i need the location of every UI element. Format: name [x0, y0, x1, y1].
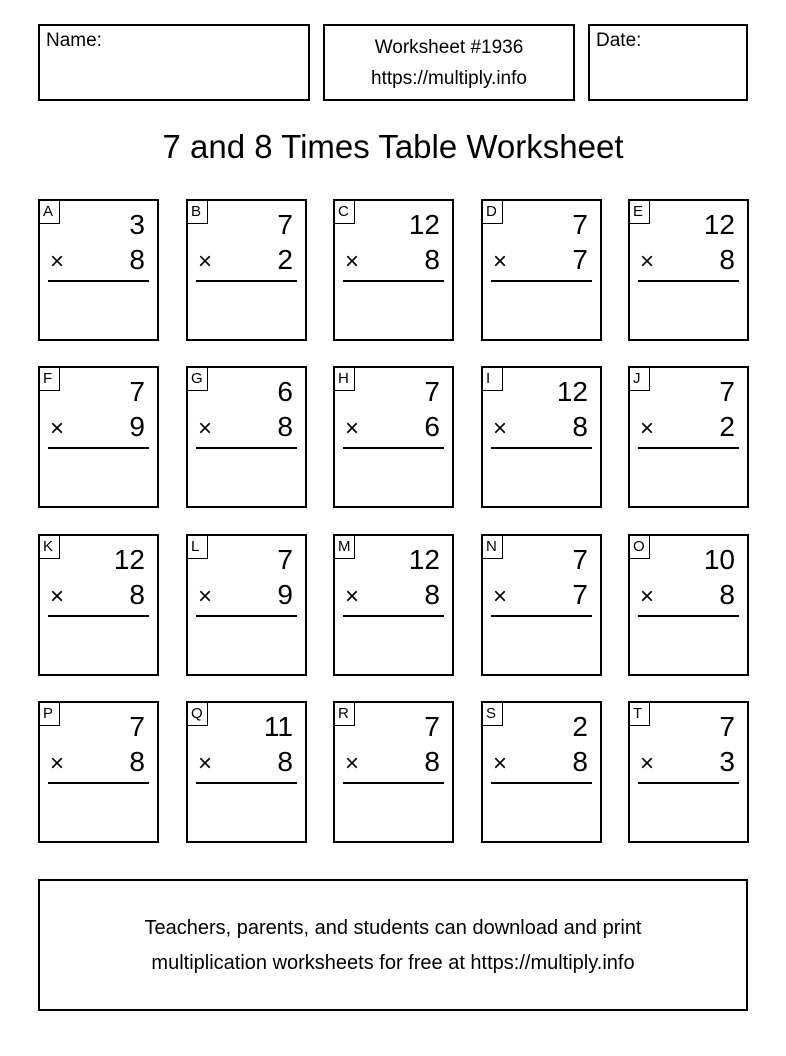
times-sign-icon: × [493, 415, 508, 442]
problem-multiplier: 8 [424, 579, 440, 610]
name-field-box[interactable] [38, 24, 310, 101]
problem-letter: O [630, 536, 650, 559]
answer-line [196, 447, 297, 449]
times-sign-icon: × [345, 583, 360, 610]
problem-multiplier: 3 [719, 746, 735, 777]
problem-box[interactable] [481, 534, 602, 676]
answer-line [638, 615, 739, 617]
problem-multiplicand: 7 [719, 711, 735, 742]
answer-line [638, 447, 739, 449]
times-sign-icon: × [345, 750, 360, 777]
times-sign-icon: × [493, 750, 508, 777]
name-label: Name: [46, 30, 102, 51]
problem-letter: A [40, 201, 60, 224]
footer-line-1: Teachers, parents, and students can download and print [144, 917, 642, 939]
problem-multiplier: 8 [277, 746, 293, 777]
problem-multiplier: 7 [572, 244, 588, 275]
problem-multiplicand: 12 [113, 544, 145, 575]
answer-line [491, 615, 592, 617]
answer-line [638, 280, 739, 282]
problem-multiplier: 2 [277, 244, 293, 275]
problem-letter: R [335, 703, 355, 726]
times-sign-icon: × [198, 248, 213, 275]
times-sign-icon: × [50, 415, 65, 442]
times-sign-icon: × [640, 248, 655, 275]
problem-letter: G [188, 368, 208, 391]
problem-multiplicand: 7 [719, 376, 735, 407]
answer-line [343, 280, 444, 282]
worksheet-number: Worksheet #1936 [374, 37, 524, 58]
worksheet-url: https://multiply.info [371, 68, 527, 89]
problem-multiplicand: 7 [424, 376, 440, 407]
problem-multiplier: 8 [277, 411, 293, 442]
problem-multiplicand: 12 [408, 209, 440, 240]
problem-box[interactable] [333, 701, 454, 843]
problem-multiplicand: 12 [703, 209, 735, 240]
problem-box[interactable] [628, 366, 749, 508]
problems-grid [38, 199, 750, 844]
problem-letter: I [483, 368, 503, 391]
times-sign-icon: × [50, 583, 65, 610]
times-sign-icon: × [640, 750, 655, 777]
worksheet-info-box [323, 24, 575, 101]
times-sign-icon: × [50, 248, 65, 275]
problem-multiplicand: 7 [129, 376, 145, 407]
footer-line-2: multiplication worksheets for free at https://multiply.info [151, 952, 635, 974]
problem-multiplicand: 2 [572, 711, 588, 742]
problem-multiplicand: 12 [408, 544, 440, 575]
problem-multiplier: 8 [424, 746, 440, 777]
times-sign-icon: × [198, 583, 213, 610]
problem-multiplier: 8 [129, 244, 145, 275]
problem-letter: B [188, 201, 208, 224]
answer-line [48, 782, 149, 784]
answer-line [48, 280, 149, 282]
answer-line [196, 280, 297, 282]
problem-multiplicand: 12 [556, 376, 588, 407]
problem-multiplicand: 3 [129, 209, 145, 240]
answer-line [343, 782, 444, 784]
problem-multiplier: 8 [719, 579, 735, 610]
problem-box[interactable] [628, 534, 749, 676]
problem-box[interactable] [186, 534, 307, 676]
problem-letter: S [483, 703, 503, 726]
problem-multiplier: 8 [572, 746, 588, 777]
problem-letter: L [188, 536, 208, 559]
problem-box[interactable] [481, 366, 602, 508]
problem-multiplicand: 7 [129, 711, 145, 742]
problem-letter: K [40, 536, 60, 559]
answer-line [491, 280, 592, 282]
footer-box [38, 879, 748, 1011]
times-sign-icon: × [345, 248, 360, 275]
problem-box[interactable] [481, 199, 602, 341]
problem-box[interactable] [38, 701, 159, 843]
times-sign-icon: × [493, 248, 508, 275]
times-sign-icon: × [50, 750, 65, 777]
problem-letter: D [483, 201, 503, 224]
problem-multiplier: 6 [424, 411, 440, 442]
problem-box[interactable] [186, 199, 307, 341]
answer-line [343, 447, 444, 449]
problem-box[interactable] [38, 199, 159, 341]
answer-line [638, 782, 739, 784]
problem-box[interactable] [628, 701, 749, 843]
problem-multiplier: 8 [572, 411, 588, 442]
problem-multiplier: 9 [129, 411, 145, 442]
problem-letter: N [483, 536, 503, 559]
problem-multiplicand: 11 [263, 711, 293, 742]
problem-letter: H [335, 368, 355, 391]
problem-box[interactable] [333, 199, 454, 341]
problem-multiplier: 8 [129, 579, 145, 610]
answer-line [343, 615, 444, 617]
answer-line [491, 447, 592, 449]
times-sign-icon: × [493, 583, 508, 610]
times-sign-icon: × [198, 750, 213, 777]
problem-multiplicand: 6 [277, 376, 293, 407]
times-sign-icon: × [640, 583, 655, 610]
page-title: 7 and 8 Times Table Worksheet [162, 128, 624, 165]
problem-box[interactable] [481, 701, 602, 843]
problem-letter: F [40, 368, 60, 391]
problem-letter: P [40, 703, 60, 726]
answer-line [491, 782, 592, 784]
times-sign-icon: × [198, 415, 213, 442]
problem-letter: M [335, 536, 355, 559]
times-sign-icon: × [640, 415, 655, 442]
problem-box[interactable] [186, 366, 307, 508]
problem-box[interactable] [628, 199, 749, 341]
answer-line [48, 447, 149, 449]
answer-line [196, 782, 297, 784]
times-sign-icon: × [345, 415, 360, 442]
problem-multiplicand: 10 [703, 544, 735, 575]
problem-box[interactable] [38, 534, 159, 676]
problem-letter: E [630, 201, 650, 224]
problem-multiplicand: 7 [277, 544, 293, 575]
problem-multiplier: 7 [572, 579, 588, 610]
problem-multiplier: 8 [719, 244, 735, 275]
problem-letter: J [630, 368, 650, 391]
problem-box[interactable] [38, 366, 159, 508]
answer-line [196, 615, 297, 617]
problem-multiplier: 8 [129, 746, 145, 777]
date-label: Date: [596, 30, 642, 51]
problem-multiplier: 2 [719, 411, 735, 442]
problem-box[interactable] [333, 366, 454, 508]
problem-multiplier: 9 [277, 579, 293, 610]
problem-letter: Q [188, 703, 208, 726]
problem-multiplier: 8 [424, 244, 440, 275]
problem-letter: T [630, 703, 650, 726]
problem-multiplicand: 7 [572, 209, 588, 240]
date-field-box[interactable] [588, 24, 748, 101]
problem-letter: C [335, 201, 355, 224]
problem-box[interactable] [186, 701, 307, 843]
problem-multiplicand: 7 [424, 711, 440, 742]
answer-line [48, 615, 149, 617]
problem-multiplicand: 7 [572, 544, 588, 575]
problem-multiplicand: 7 [277, 209, 293, 240]
problem-box[interactable] [333, 534, 454, 676]
